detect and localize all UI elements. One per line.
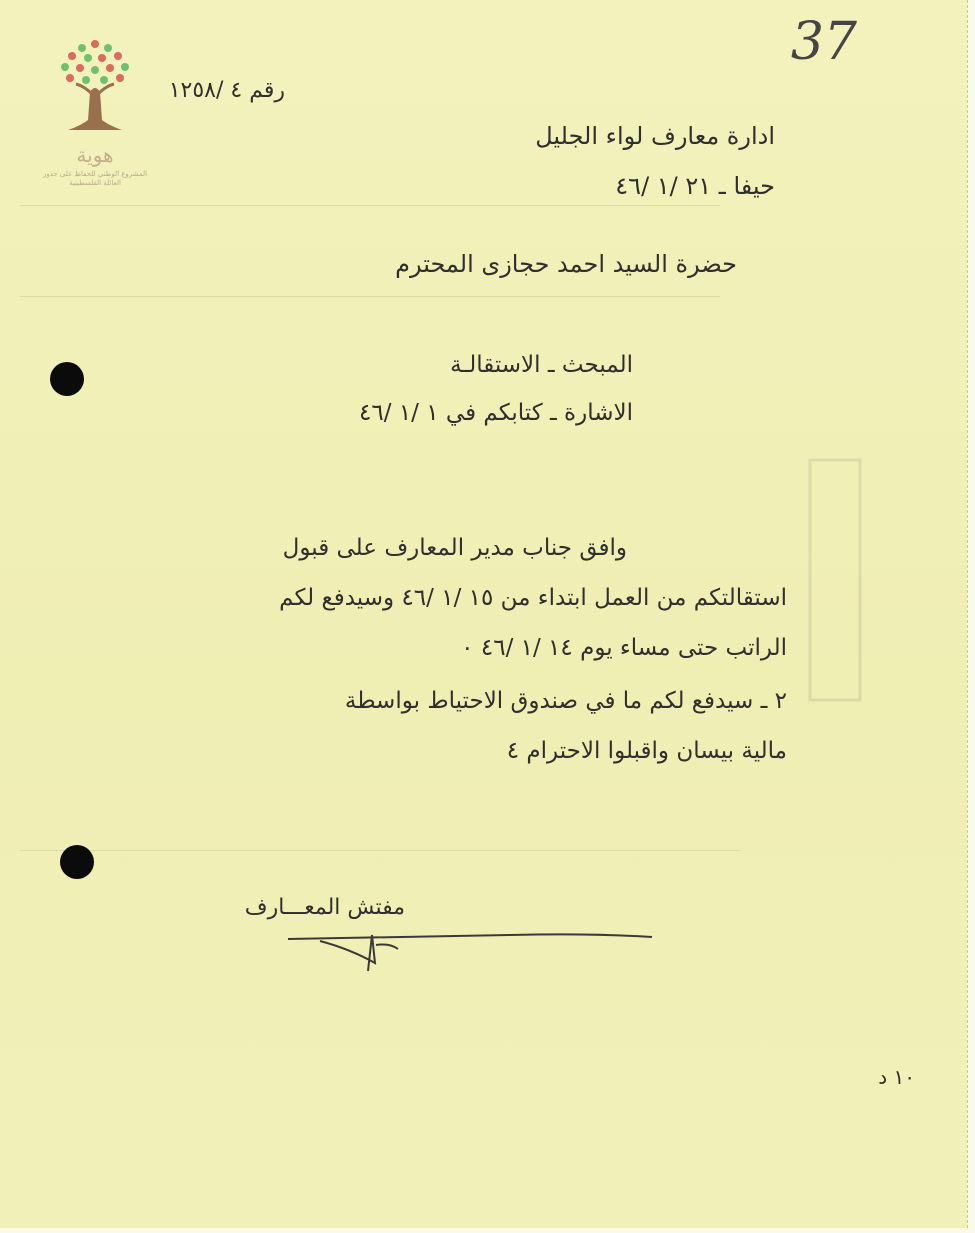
faint-rule [20,296,720,297]
bleed-through-stamp-icon [800,450,870,710]
body-line: ٢ ـ سيدفع لكم ما في صندوق الاحتياط بواسطة [344,688,787,714]
page-bottom-edge [0,1228,975,1233]
signatory-title: مفتش المعـــارف [244,895,405,920]
page-right-edge [967,0,975,1233]
body-line: مالية بيسان واقبلوا الاحترام ٤ [506,738,787,764]
punch-hole [60,845,94,879]
faint-rule [20,850,740,851]
reference-number: رقم ٤ /١٢٥٨ [168,78,285,103]
punch-hole [50,362,84,396]
body-line: استقالتكم من العمل ابتداء من ١٥ /١ /٤٦ وسيدفع لكم [279,585,787,611]
logo-caption: المشروع الوطني للحفاظ على جذور العائلة الفلسطينية [42,170,148,187]
body-line: الراتب حتى مساء يوم ١٤ /١ /٤٦ ٠ [461,635,787,661]
reference-line: الاشارة ـ كتابكم في ١ /١ /٤٦ [359,400,633,426]
page-number: 37 [790,12,857,72]
faint-rule [20,205,720,206]
body-line: وافق جناب مدير المعارف على قبول [282,535,627,561]
header-department: ادارة معارف لواء الجليل [535,122,775,150]
addressee: حضرة السيد احمد حجازى المحترم [395,250,737,278]
logo-title: هوية [76,143,114,167]
header-place-date: حيفا ـ ٢١ /١ /٤٦ [615,172,775,200]
handwritten-signature-icon [280,915,660,975]
footer-code: ١٠ د [878,1065,915,1089]
subject-line: المبحث ـ الاستقالـة [450,352,633,378]
